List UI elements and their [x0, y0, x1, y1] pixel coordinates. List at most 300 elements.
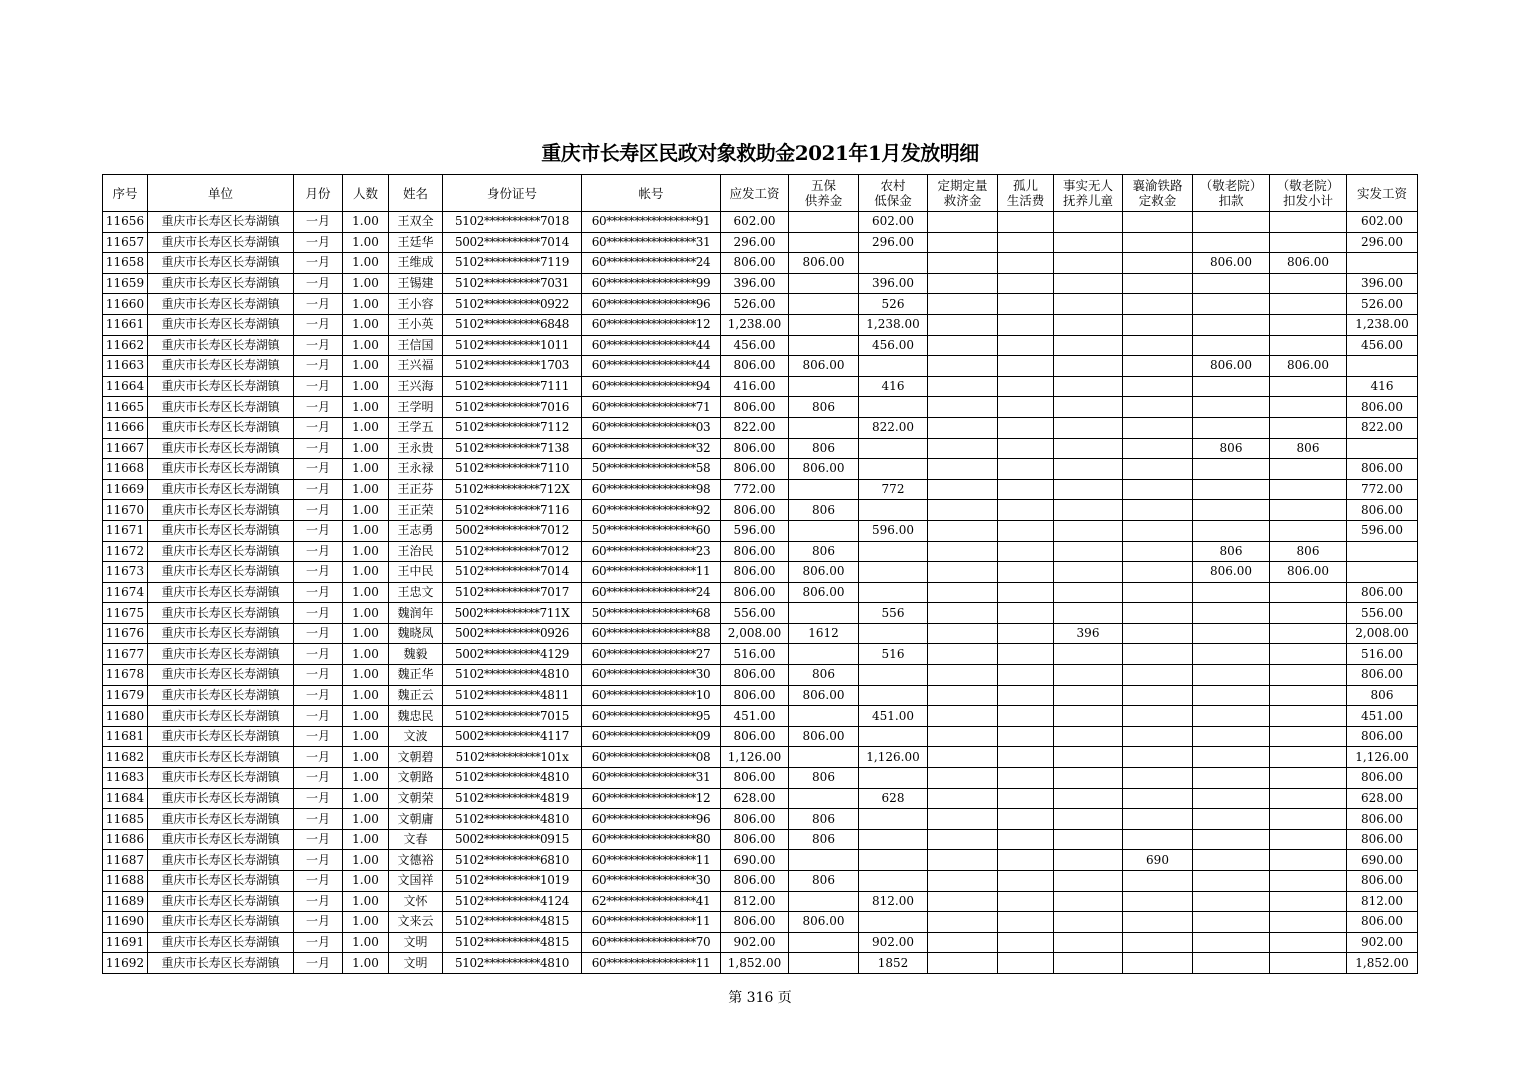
cell-unit: 重庆市长寿区长寿湖镇 — [148, 706, 294, 727]
cell-xiangyu — [1123, 912, 1193, 933]
cell-id: 5102**********7017 — [443, 582, 582, 603]
cell-xiangyu — [1123, 314, 1193, 335]
cell-actual: 772.00 — [1347, 479, 1418, 500]
cell-seq: 11656 — [103, 212, 148, 233]
cell-seq: 11690 — [103, 912, 148, 933]
cell-jly-subtotal — [1270, 912, 1347, 933]
cell-actual: 451.00 — [1347, 706, 1418, 727]
cell-dingqi — [928, 747, 998, 768]
cell-unit: 重庆市长寿区长寿湖镇 — [148, 747, 294, 768]
cell-unit: 重庆市长寿区长寿湖镇 — [148, 644, 294, 665]
cell-wubao — [789, 376, 859, 397]
cell-name: 文波 — [389, 726, 443, 747]
cell-unit: 重庆市长寿区长寿湖镇 — [148, 623, 294, 644]
cell-unit: 重庆市长寿区长寿湖镇 — [148, 871, 294, 892]
table-row — [103, 397, 1418, 418]
cell-count: 1.00 — [343, 685, 389, 706]
cell-wubao: 806.00 — [789, 356, 859, 377]
table-row — [103, 294, 1418, 315]
cell-payable: 806.00 — [721, 871, 789, 892]
cell-shishi — [1054, 376, 1123, 397]
cell-xiangyu — [1123, 520, 1193, 541]
cell-count: 1.00 — [343, 479, 389, 500]
cell-dibao — [859, 562, 928, 583]
cell-jly-deduct — [1193, 314, 1270, 335]
cell-unit: 重庆市长寿区长寿湖镇 — [148, 273, 294, 294]
cell-xiangyu — [1123, 356, 1193, 377]
cell-payable: 806.00 — [721, 829, 789, 850]
cell-dibao: 1852 — [859, 953, 928, 974]
cell-payable: 806.00 — [721, 253, 789, 274]
cell-dibao — [859, 665, 928, 686]
cell-acct: 60****************03 — [582, 417, 721, 438]
cell-unit: 重庆市长寿区长寿湖镇 — [148, 685, 294, 706]
cell-payable: 806.00 — [721, 582, 789, 603]
cell-guer — [998, 417, 1054, 438]
cell-unit: 重庆市长寿区长寿湖镇 — [148, 562, 294, 583]
cell-count: 1.00 — [343, 953, 389, 974]
cell-id: 5002**********7014 — [443, 232, 582, 253]
header-id: 身份证号 — [443, 175, 582, 212]
cell-dingqi — [928, 829, 998, 850]
cell-wubao: 806 — [789, 768, 859, 789]
cell-name: 王正荣 — [389, 500, 443, 521]
cell-payable: 806.00 — [721, 356, 789, 377]
cell-jly-subtotal — [1270, 479, 1347, 500]
cell-month: 一月 — [294, 562, 343, 583]
cell-count: 1.00 — [343, 809, 389, 830]
cell-payable: 806.00 — [721, 541, 789, 562]
cell-jly-deduct — [1193, 582, 1270, 603]
header-wubao-line1: 五保 — [810, 178, 836, 193]
cell-payable: 806.00 — [721, 438, 789, 459]
cell-jly-deduct — [1193, 706, 1270, 727]
cell-name: 文明 — [389, 932, 443, 953]
cell-month: 一月 — [294, 912, 343, 933]
cell-wubao — [789, 603, 859, 624]
cell-acct: 60****************44 — [582, 356, 721, 377]
cell-wubao: 806.00 — [789, 459, 859, 480]
cell-xiangyu — [1123, 335, 1193, 356]
header-dibao — [859, 175, 928, 212]
table-row — [103, 273, 1418, 294]
cell-count: 1.00 — [343, 582, 389, 603]
cell-shishi — [1054, 726, 1123, 747]
cell-seq: 11667 — [103, 438, 148, 459]
cell-guer — [998, 582, 1054, 603]
cell-dingqi — [928, 932, 998, 953]
cell-xiangyu — [1123, 417, 1193, 438]
cell-acct: 60****************70 — [582, 932, 721, 953]
cell-dibao: 296.00 — [859, 232, 928, 253]
cell-name: 魏润年 — [389, 603, 443, 624]
cell-guer — [998, 232, 1054, 253]
cell-shishi — [1054, 438, 1123, 459]
cell-dingqi — [928, 768, 998, 789]
cell-name: 王学五 — [389, 417, 443, 438]
cell-seq: 11670 — [103, 500, 148, 521]
cell-id: 5102**********4810 — [443, 665, 582, 686]
table-row — [103, 747, 1418, 768]
cell-seq: 11689 — [103, 891, 148, 912]
cell-count: 1.00 — [343, 459, 389, 480]
cell-seq: 11665 — [103, 397, 148, 418]
cell-jly-subtotal — [1270, 953, 1347, 974]
cell-payable: 806.00 — [721, 459, 789, 480]
cell-payable: 451.00 — [721, 706, 789, 727]
cell-jly-subtotal — [1270, 809, 1347, 830]
cell-actual: 1,126.00 — [1347, 747, 1418, 768]
cell-actual: 806.00 — [1347, 912, 1418, 933]
cell-id: 5002**********0915 — [443, 829, 582, 850]
cell-shishi — [1054, 809, 1123, 830]
cell-unit: 重庆市长寿区长寿湖镇 — [148, 212, 294, 233]
cell-guer — [998, 912, 1054, 933]
cell-wubao — [789, 212, 859, 233]
cell-acct: 60****************09 — [582, 726, 721, 747]
cell-actual: 806 — [1347, 685, 1418, 706]
cell-wubao: 806 — [789, 500, 859, 521]
cell-name: 文朝碧 — [389, 747, 443, 768]
cell-id: 5102**********1019 — [443, 871, 582, 892]
cell-jly-subtotal — [1270, 417, 1347, 438]
table-row — [103, 356, 1418, 377]
cell-dibao — [859, 459, 928, 480]
cell-id: 5102**********7119 — [443, 253, 582, 274]
table-row — [103, 479, 1418, 500]
cell-name: 文春 — [389, 829, 443, 850]
cell-jly-subtotal — [1270, 232, 1347, 253]
cell-acct: 60****************30 — [582, 871, 721, 892]
cell-jly-deduct — [1193, 623, 1270, 644]
cell-dingqi — [928, 665, 998, 686]
cell-jly-subtotal — [1270, 623, 1347, 644]
cell-payable: 456.00 — [721, 335, 789, 356]
cell-shishi — [1054, 747, 1123, 768]
cell-acct: 60****************11 — [582, 912, 721, 933]
cell-id: 5102**********6810 — [443, 850, 582, 871]
cell-wubao — [789, 747, 859, 768]
cell-wubao: 806 — [789, 829, 859, 850]
cell-dibao — [859, 768, 928, 789]
cell-xiangyu — [1123, 376, 1193, 397]
cell-id: 5102**********4124 — [443, 891, 582, 912]
cell-actual: 806.00 — [1347, 871, 1418, 892]
cell-acct: 60****************71 — [582, 397, 721, 418]
cell-unit: 重庆市长寿区长寿湖镇 — [148, 932, 294, 953]
cell-dingqi — [928, 356, 998, 377]
cell-actual: 296.00 — [1347, 232, 1418, 253]
cell-xiangyu — [1123, 706, 1193, 727]
cell-month: 一月 — [294, 438, 343, 459]
cell-month: 一月 — [294, 685, 343, 706]
cell-payable: 2,008.00 — [721, 623, 789, 644]
cell-acct: 60****************11 — [582, 953, 721, 974]
cell-month: 一月 — [294, 356, 343, 377]
cell-count: 1.00 — [343, 417, 389, 438]
cell-actual: 690.00 — [1347, 850, 1418, 871]
cell-name: 王中民 — [389, 562, 443, 583]
cell-xiangyu — [1123, 273, 1193, 294]
cell-shishi — [1054, 644, 1123, 665]
cell-dingqi — [928, 603, 998, 624]
cell-wubao: 806 — [789, 809, 859, 830]
cell-guer — [998, 253, 1054, 274]
cell-month: 一月 — [294, 665, 343, 686]
cell-jly-deduct — [1193, 459, 1270, 480]
cell-jly-subtotal: 806.00 — [1270, 253, 1347, 274]
cell-dingqi — [928, 726, 998, 747]
cell-id: 5102**********7015 — [443, 706, 582, 727]
cell-wubao: 806 — [789, 665, 859, 686]
table-header-row — [103, 175, 1418, 212]
cell-name: 王兴海 — [389, 376, 443, 397]
cell-name: 文朝荣 — [389, 788, 443, 809]
cell-guer — [998, 438, 1054, 459]
cell-name: 王志勇 — [389, 520, 443, 541]
cell-dibao: 1,126.00 — [859, 747, 928, 768]
cell-acct: 60****************96 — [582, 809, 721, 830]
cell-name: 王兴福 — [389, 356, 443, 377]
table-row — [103, 582, 1418, 603]
cell-unit: 重庆市长寿区长寿湖镇 — [148, 459, 294, 480]
cell-wubao — [789, 788, 859, 809]
cell-count: 1.00 — [343, 603, 389, 624]
cell-jly-subtotal — [1270, 376, 1347, 397]
cell-guer — [998, 665, 1054, 686]
cell-dibao — [859, 809, 928, 830]
cell-dingqi — [928, 397, 998, 418]
cell-seq: 11671 — [103, 520, 148, 541]
cell-month: 一月 — [294, 459, 343, 480]
cell-count: 1.00 — [343, 335, 389, 356]
cell-unit: 重庆市长寿区长寿湖镇 — [148, 726, 294, 747]
cell-count: 1.00 — [343, 932, 389, 953]
cell-guer — [998, 459, 1054, 480]
cell-count: 1.00 — [343, 273, 389, 294]
cell-shishi — [1054, 562, 1123, 583]
cell-payable: 690.00 — [721, 850, 789, 871]
cell-guer — [998, 953, 1054, 974]
cell-dibao: 1,238.00 — [859, 314, 928, 335]
cell-id: 5102**********4811 — [443, 685, 582, 706]
cell-jly-deduct — [1193, 335, 1270, 356]
cell-id: 5102**********7031 — [443, 273, 582, 294]
header-actual: 实发工资 — [1347, 175, 1418, 212]
cell-dibao: 451.00 — [859, 706, 928, 727]
cell-count: 1.00 — [343, 232, 389, 253]
cell-acct: 60****************92 — [582, 500, 721, 521]
header-jly-subtotal — [1270, 175, 1347, 212]
cell-seq: 11662 — [103, 335, 148, 356]
table-row — [103, 726, 1418, 747]
header-jly-deduct-line1: （敬老院） — [1199, 178, 1263, 193]
header-seq: 序号 — [103, 175, 148, 212]
table-row — [103, 562, 1418, 583]
cell-month: 一月 — [294, 768, 343, 789]
cell-jly-subtotal — [1270, 603, 1347, 624]
cell-actual: 456.00 — [1347, 335, 1418, 356]
cell-shishi — [1054, 891, 1123, 912]
cell-jly-deduct — [1193, 912, 1270, 933]
cell-dingqi — [928, 582, 998, 603]
header-guer — [998, 175, 1054, 212]
table-row — [103, 623, 1418, 644]
cell-dingqi — [928, 376, 998, 397]
cell-shishi — [1054, 871, 1123, 892]
cell-dingqi — [928, 644, 998, 665]
table-row — [103, 706, 1418, 727]
cell-jly-subtotal — [1270, 314, 1347, 335]
cell-seq: 11677 — [103, 644, 148, 665]
cell-jly-deduct — [1193, 417, 1270, 438]
cell-guer — [998, 314, 1054, 335]
cell-id: 5102**********7116 — [443, 500, 582, 521]
cell-id: 5102**********7110 — [443, 459, 582, 480]
cell-month: 一月 — [294, 953, 343, 974]
cell-jly-deduct — [1193, 747, 1270, 768]
cell-dibao — [859, 850, 928, 871]
cell-actual: 806.00 — [1347, 829, 1418, 850]
cell-jly-subtotal: 806.00 — [1270, 356, 1347, 377]
cell-name: 王维成 — [389, 253, 443, 274]
cell-name: 文明 — [389, 953, 443, 974]
cell-shishi — [1054, 335, 1123, 356]
cell-count: 1.00 — [343, 726, 389, 747]
cell-shishi — [1054, 788, 1123, 809]
cell-name: 文德裕 — [389, 850, 443, 871]
cell-xiangyu — [1123, 232, 1193, 253]
cell-payable: 1,238.00 — [721, 314, 789, 335]
cell-name: 魏晓凤 — [389, 623, 443, 644]
cell-seq: 11661 — [103, 314, 148, 335]
cell-xiangyu — [1123, 438, 1193, 459]
cell-wubao — [789, 932, 859, 953]
cell-jly-deduct: 806 — [1193, 438, 1270, 459]
cell-count: 1.00 — [343, 356, 389, 377]
cell-wubao: 806.00 — [789, 562, 859, 583]
cell-month: 一月 — [294, 212, 343, 233]
cell-dingqi — [928, 232, 998, 253]
cell-unit: 重庆市长寿区长寿湖镇 — [148, 603, 294, 624]
cell-shishi — [1054, 829, 1123, 850]
cell-jly-deduct: 806 — [1193, 541, 1270, 562]
table-row — [103, 520, 1418, 541]
cell-shishi — [1054, 212, 1123, 233]
cell-dingqi — [928, 912, 998, 933]
cell-shishi — [1054, 397, 1123, 418]
cell-xiangyu — [1123, 768, 1193, 789]
cell-id: 5102**********4810 — [443, 768, 582, 789]
cell-jly-subtotal — [1270, 747, 1347, 768]
table-row — [103, 912, 1418, 933]
cell-guer — [998, 603, 1054, 624]
cell-id: 5102**********7018 — [443, 212, 582, 233]
cell-count: 1.00 — [343, 706, 389, 727]
cell-payable: 806.00 — [721, 685, 789, 706]
cell-dingqi — [928, 314, 998, 335]
table-row — [103, 335, 1418, 356]
cell-actual: 822.00 — [1347, 417, 1418, 438]
cell-month: 一月 — [294, 541, 343, 562]
cell-acct: 60****************95 — [582, 706, 721, 727]
cell-guer — [998, 809, 1054, 830]
cell-payable: 526.00 — [721, 294, 789, 315]
cell-actual: 806.00 — [1347, 809, 1418, 830]
cell-jly-subtotal — [1270, 397, 1347, 418]
cell-unit: 重庆市长寿区长寿湖镇 — [148, 541, 294, 562]
cell-payable: 806.00 — [721, 665, 789, 686]
cell-acct: 60****************31 — [582, 768, 721, 789]
cell-id: 5102**********7138 — [443, 438, 582, 459]
cell-actual: 806.00 — [1347, 459, 1418, 480]
header-guer-line2: 生活费 — [1006, 193, 1045, 208]
cell-count: 1.00 — [343, 438, 389, 459]
cell-actual: 628.00 — [1347, 788, 1418, 809]
cell-name: 王小英 — [389, 314, 443, 335]
cell-dibao: 628 — [859, 788, 928, 809]
cell-unit: 重庆市长寿区长寿湖镇 — [148, 376, 294, 397]
cell-dibao: 396.00 — [859, 273, 928, 294]
cell-shishi — [1054, 479, 1123, 500]
cell-seq: 11692 — [103, 953, 148, 974]
cell-shishi — [1054, 603, 1123, 624]
cell-acct: 60****************98 — [582, 479, 721, 500]
cell-unit: 重庆市长寿区长寿湖镇 — [148, 314, 294, 335]
cell-dibao — [859, 582, 928, 603]
cell-wubao — [789, 232, 859, 253]
cell-shishi — [1054, 253, 1123, 274]
cell-name: 王学明 — [389, 397, 443, 418]
cell-count: 1.00 — [343, 912, 389, 933]
cell-dibao: 456.00 — [859, 335, 928, 356]
cell-shishi — [1054, 706, 1123, 727]
cell-dibao — [859, 500, 928, 521]
table-row — [103, 685, 1418, 706]
cell-jly-subtotal — [1270, 891, 1347, 912]
cell-acct: 50****************58 — [582, 459, 721, 480]
cell-count: 1.00 — [343, 768, 389, 789]
header-payable: 应发工资 — [721, 175, 789, 212]
cell-jly-deduct — [1193, 520, 1270, 541]
cell-id: 5102**********7016 — [443, 397, 582, 418]
cell-dingqi — [928, 541, 998, 562]
header-jly-subtotal-line2: 扣发小计 — [1282, 193, 1333, 208]
cell-xiangyu — [1123, 294, 1193, 315]
cell-unit: 重庆市长寿区长寿湖镇 — [148, 253, 294, 274]
cell-month: 一月 — [294, 314, 343, 335]
cell-name: 文来云 — [389, 912, 443, 933]
cell-acct: 60****************12 — [582, 314, 721, 335]
cell-acct: 60****************08 — [582, 747, 721, 768]
cell-jly-deduct — [1193, 809, 1270, 830]
cell-seq: 11691 — [103, 932, 148, 953]
cell-month: 一月 — [294, 500, 343, 521]
cell-wubao: 806.00 — [789, 582, 859, 603]
cell-guer — [998, 520, 1054, 541]
cell-shishi — [1054, 520, 1123, 541]
cell-xiangyu — [1123, 665, 1193, 686]
header-shishi-line1: 事实无人 — [1062, 178, 1113, 193]
cell-dibao: 812.00 — [859, 891, 928, 912]
cell-actual: 416 — [1347, 376, 1418, 397]
header-dingqi — [928, 175, 998, 212]
cell-month: 一月 — [294, 623, 343, 644]
table-row — [103, 809, 1418, 830]
cell-month: 一月 — [294, 850, 343, 871]
cell-wubao — [789, 335, 859, 356]
cell-payable: 806.00 — [721, 768, 789, 789]
